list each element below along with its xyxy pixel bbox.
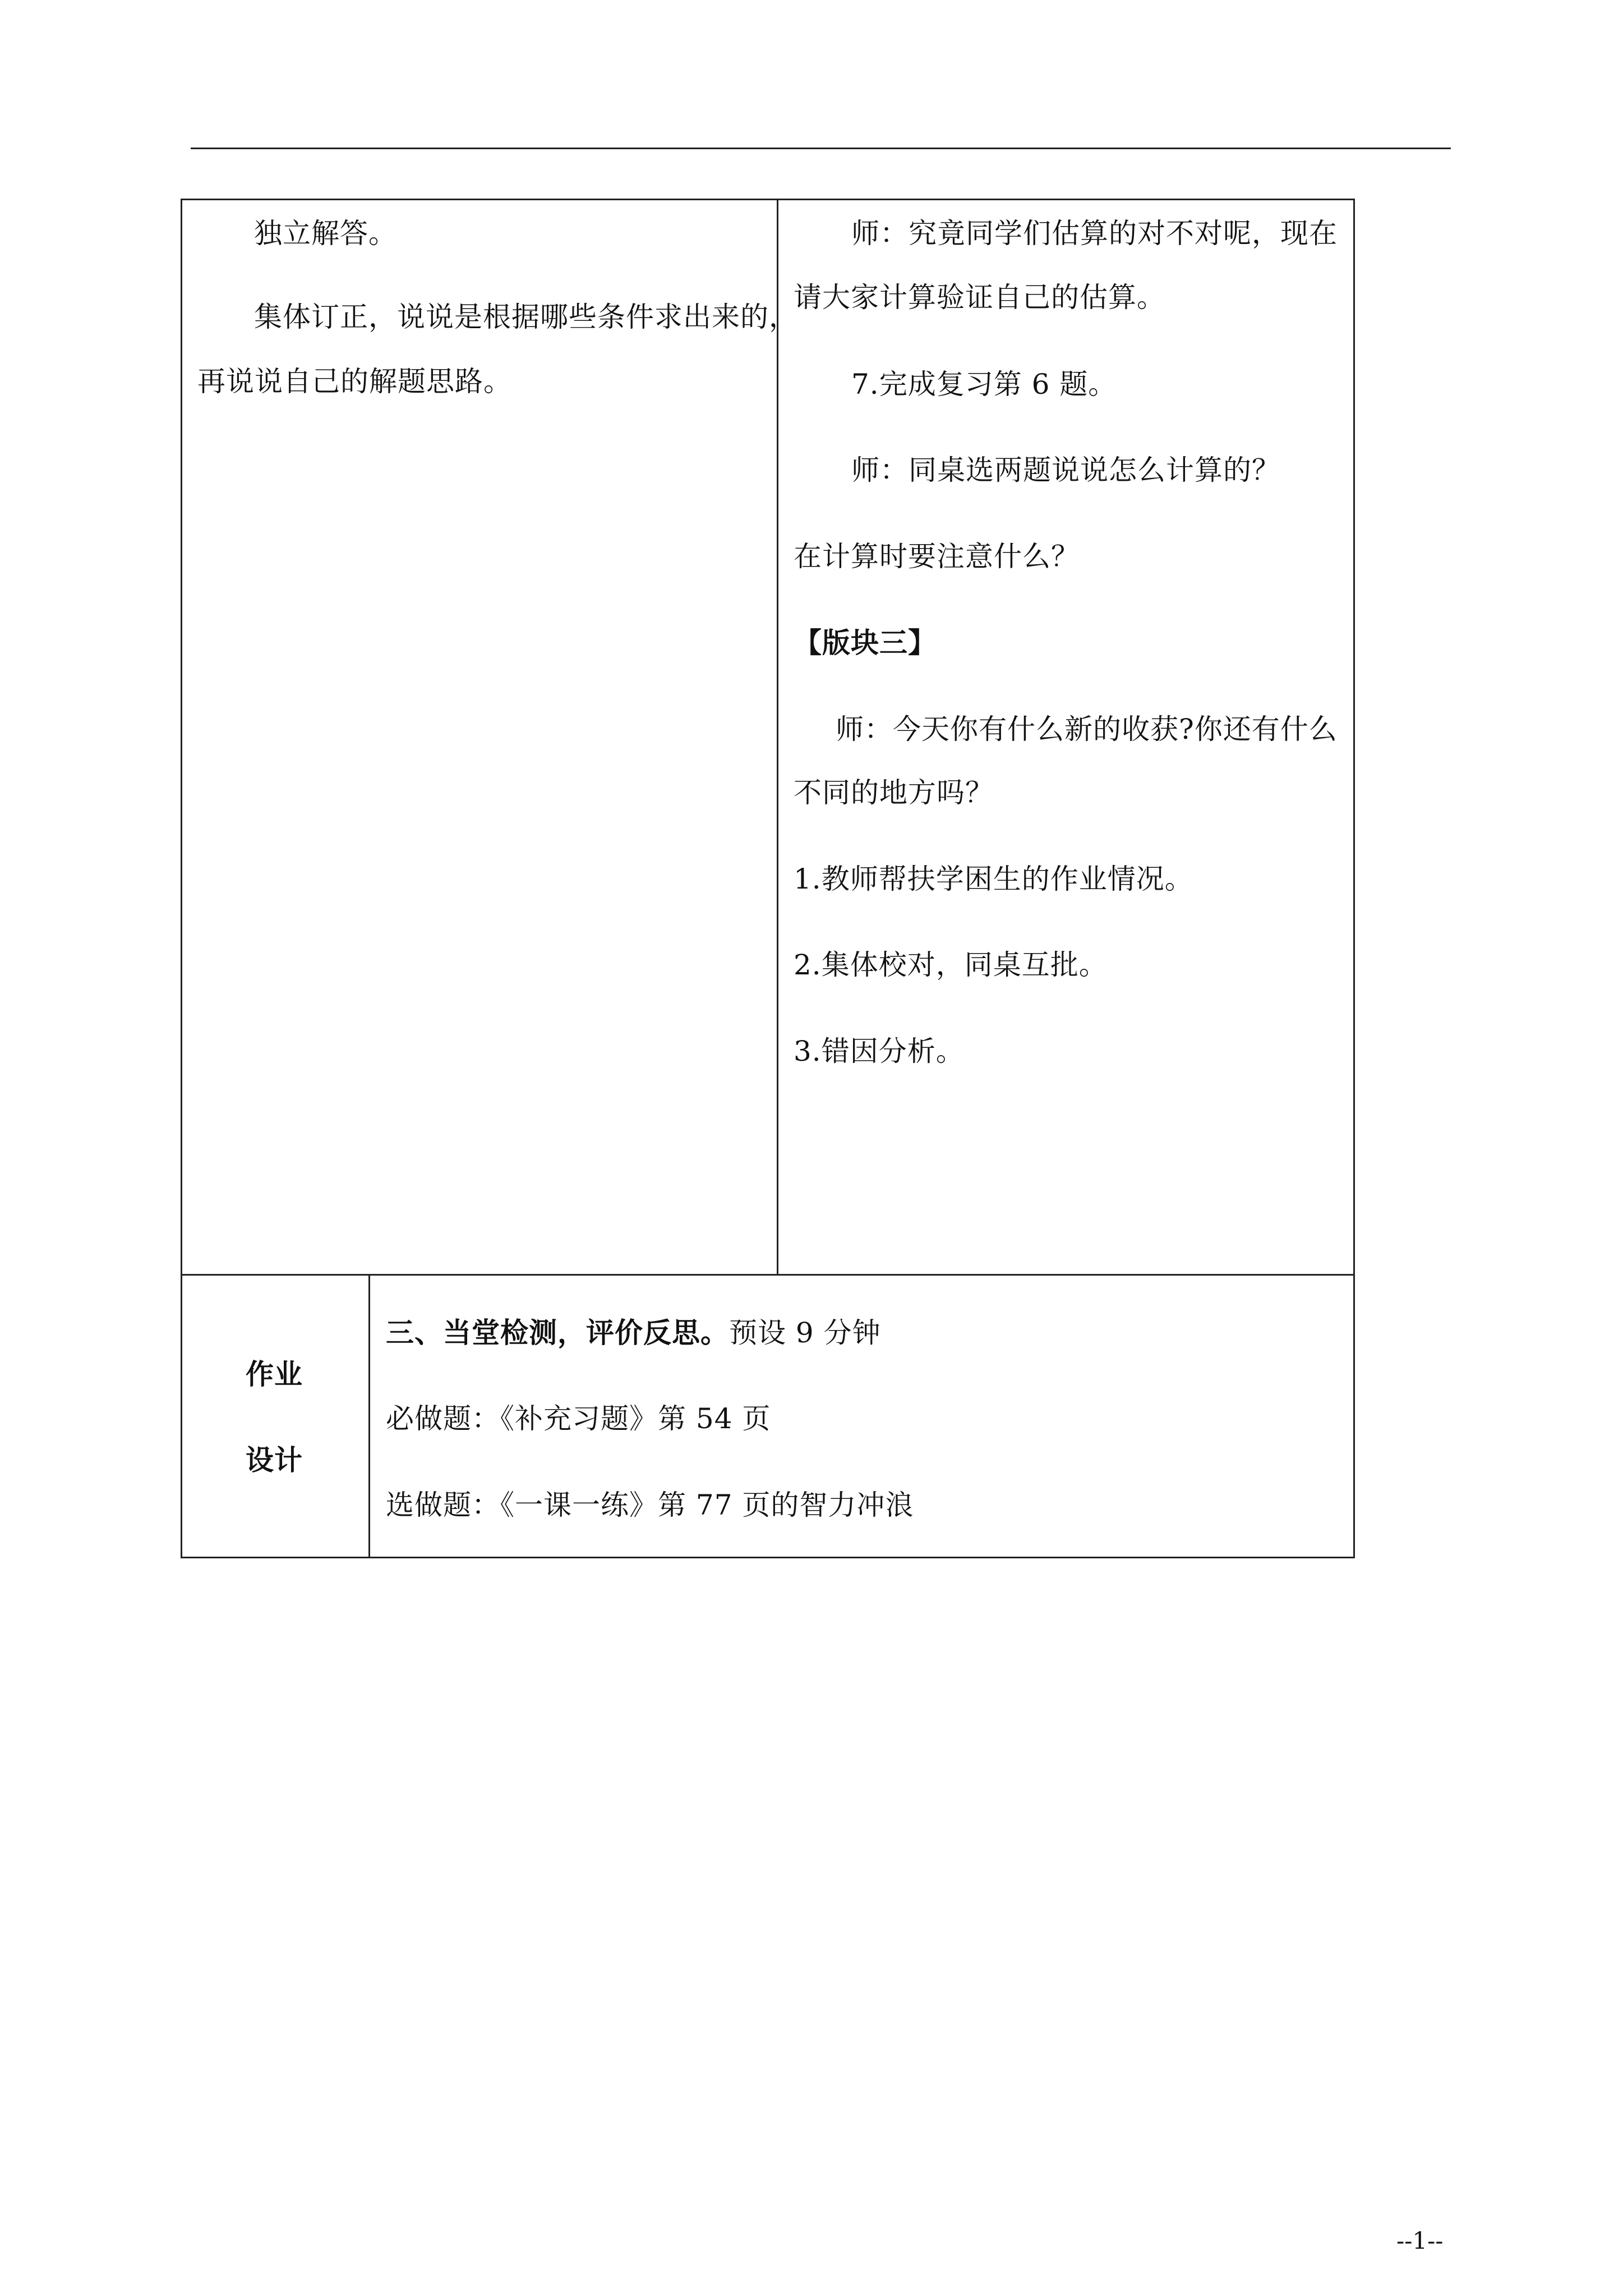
right-line-5: 在计算时要注意什么？ [794, 540, 1080, 573]
left-line-1: 独立解答。 [254, 217, 397, 250]
right-line-3: 7.完成复习第 6 题。 [851, 368, 1117, 401]
homework-heading-time: 预设 9 分钟 [729, 1317, 881, 1349]
left-line-2: 集体订正，说说是根据哪些条件求出来的， [254, 301, 797, 333]
section-heading-block-three: 【版块三】 [794, 626, 937, 659]
page-number: --1-- [1396, 2227, 1444, 2254]
column-divider-top [777, 199, 778, 1274]
table-right-border [1353, 199, 1355, 1558]
homework-heading-bold: 三、当堂检测，评价反思。 [386, 1316, 729, 1349]
row-divider [181, 1274, 1355, 1276]
header-rule [191, 148, 1451, 149]
right-line-1: 师：究竟同学们估算的对不对呢，现在 [851, 217, 1338, 250]
right-line-9: 1.教师帮扶学困生的作业情况。 [794, 863, 1193, 895]
right-line-2: 请大家计算验证自己的估算。 [794, 281, 1165, 314]
homework-heading [386, 1316, 881, 1350]
column-divider-bottom [368, 1274, 370, 1557]
table-bottom-border [181, 1557, 1355, 1558]
right-line-7: 师：今天你有什么新的收获?你还有什么 [836, 713, 1338, 746]
right-line-10: 2.集体校对，同桌互批。 [794, 949, 1108, 981]
homework-required: 必做题：《补充习题》第 54 页 [386, 1402, 771, 1435]
right-line-11: 3.错因分析。 [794, 1035, 965, 1068]
table-left-border [181, 199, 182, 1558]
table-top-border [181, 199, 1355, 200]
right-line-8: 不同的地方吗？ [794, 776, 994, 809]
left-line-3: 再说说自己的解题思路。 [197, 365, 512, 398]
homework-label-line-1: 作业 [246, 1358, 303, 1391]
homework-optional: 选做题：《一课一练》第 77 页的智力冲浪 [386, 1489, 914, 1521]
homework-label-line-2: 设计 [246, 1443, 303, 1476]
right-line-4: 师：同桌选两题说说怎么计算的？ [851, 454, 1280, 486]
